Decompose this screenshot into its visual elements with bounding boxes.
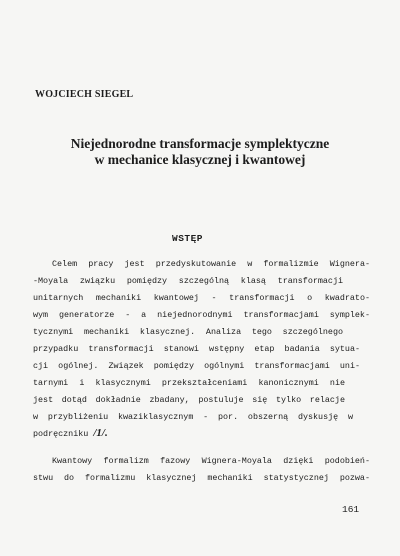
paragraph-1-line-4: wym generatorze - a niejednorodnymi transformacjami symplek- bbox=[33, 310, 370, 320]
paragraph-1-line-9: jest dotąd dokładnie zbadany, postuluje się tylko relacje bbox=[33, 395, 345, 405]
paper-title-line-2: w mechanice klasycznej i kwantowej bbox=[94, 152, 306, 167]
author-name: WOJCIECH SIEGEL bbox=[35, 89, 134, 100]
paragraph-1-line-10: w przybliżeniu kwaziklasycznym - por. obszerną dyskusję w bbox=[33, 412, 353, 422]
page-number: 161 bbox=[342, 504, 360, 515]
paper-title-line-1: Niejednorodne transformacje symplektyczne bbox=[70, 136, 330, 151]
paragraph-2-line-2: stwu do formalizmu klasycznej mechaniki statystycznej pozwa- bbox=[33, 473, 370, 483]
paragraph-2-line-1: Kwantowy formalizm fazowy Wignera-Moyala dzięki podobień- bbox=[52, 456, 370, 466]
paragraph-1-line-1: Celem pracy jest przedyskutowanie w formalizmie Wignera- bbox=[52, 259, 370, 269]
paragraph-1-line-6: przypadku transformacji stanowi wstępny etap badania sytua- bbox=[33, 344, 360, 354]
paragraph-1-line-5: tycznymi mechaniki klasycznej. Analiza tego szczególnego bbox=[33, 327, 343, 337]
paragraph-1-line-2: -Moyala związku pomiędzy szczególną klasą transformacji bbox=[33, 276, 343, 286]
paragraph-1-line-8: tarnymi i klasycznymi przekształceniami kanonicznymi nie bbox=[33, 378, 345, 388]
paragraph-1-last-words: podręczniku bbox=[33, 429, 89, 439]
paragraph-1-line-11 bbox=[33, 428, 370, 440]
citation-reference: /1/. bbox=[93, 427, 108, 439]
section-heading: WSTĘP bbox=[172, 233, 204, 244]
paragraph-1-line-7: cji ogólnej. Związek pomiędzy ogólnymi transformacjami uni- bbox=[33, 361, 360, 371]
paragraph-1-line-3: unitarnych mechaniki kwantowej - transformacji o kwadrato- bbox=[33, 293, 370, 303]
